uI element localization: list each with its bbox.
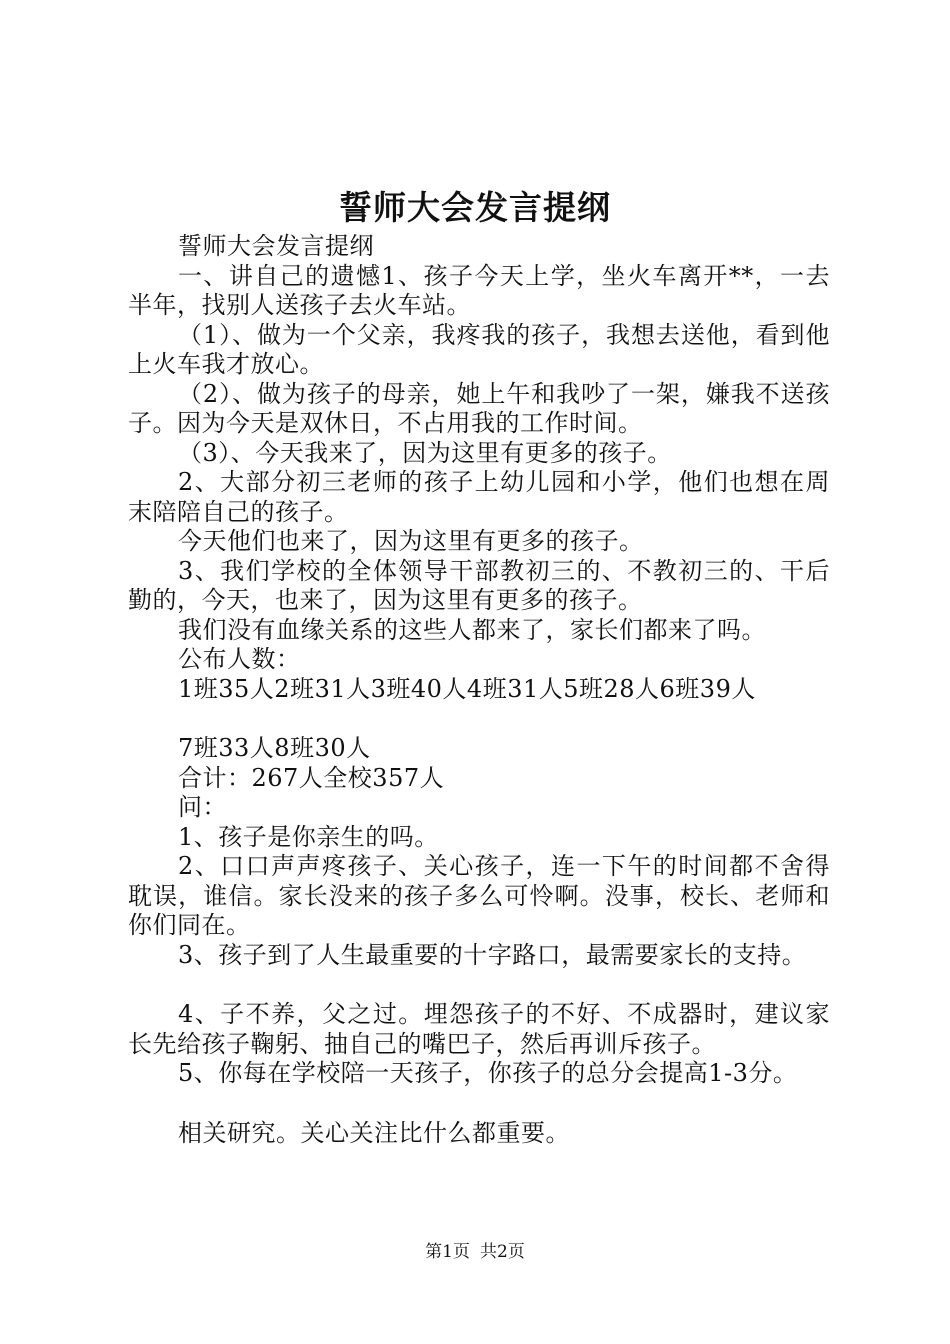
paragraph: 相关研究。关心关注比什么都重要。 bbox=[178, 1118, 570, 1147]
page-number-current: 第1页 bbox=[425, 1242, 470, 1262]
paragraph: （2）、做为孩子的母亲，她上午和我吵了一架，嫌我不送孩子。因为今天是双休日，不占用我的工作时间。 bbox=[128, 379, 830, 437]
spacer bbox=[128, 1089, 830, 1119]
total-line: 合计：267人全校357人 bbox=[178, 763, 445, 792]
paragraph: 我们没有血缘关系的这些人都来了，家长们都来了吗。 bbox=[178, 615, 766, 644]
paragraph: 2、口口声声疼孩子、关心孩子，连一下午的时间都不舍得耽误，谁信。家长没来的孩子多么可怜啊。没事，校长、老师和你们同在。 bbox=[128, 852, 830, 939]
paragraph-heading: 誓师大会发言提纲 bbox=[178, 232, 374, 260]
paragraph: 5、你每在学校陪一天孩子，你孩子的总分会提高1-3分。 bbox=[178, 1059, 798, 1087]
document-title: 誓师大会发言提纲 bbox=[339, 188, 611, 227]
paragraph: 2、大部分初三老师的孩子上幼儿园和小学，他们也想在周末陪陪自己的孩子。 bbox=[128, 468, 830, 526]
document-body bbox=[128, 232, 830, 1148]
page-number-total: 共2页 bbox=[480, 1242, 525, 1262]
page-footer bbox=[0, 1240, 950, 1264]
paragraph: 3、孩子到了人生最重要的十字路口，最需要家长的支持。 bbox=[178, 940, 807, 969]
paragraph: 公布人数： bbox=[178, 645, 301, 673]
paragraph: 问： bbox=[178, 793, 227, 821]
paragraph: （1）、做为一个父亲，我疼我的孩子，我想去送他，看到他上火车我才放心。 bbox=[128, 320, 830, 378]
paragraph: 4、子不养，父之过。埋怨孩子的不好、不成器时，建议家长先给孩子鞠躬、抽自己的嘴巴子，然后再训斥孩子。 bbox=[128, 1000, 830, 1058]
spacer bbox=[128, 970, 830, 1000]
class-counts-line: 7班33人8班30人 bbox=[178, 734, 371, 762]
paragraph: 3、我们学校的全体领导干部教初三的、不教初三的、干后勤的，今天，也来了，因为这里有更多的孩子。 bbox=[128, 556, 830, 614]
paragraph: 今天他们也来了，因为这里有更多的孩子。 bbox=[178, 527, 644, 555]
class-counts-line: 1班35人2班31人3班40人4班31人5班28人6班39人 bbox=[178, 674, 756, 703]
paragraph: 1、孩子是你亲生的吗。 bbox=[178, 822, 439, 851]
paragraph: （3）、今天我来了，因为这里有更多的孩子。 bbox=[178, 438, 672, 467]
spacer bbox=[128, 704, 830, 734]
paragraph: 一、讲自己的遗憾1、孩子今天上学，坐火车离开**，一去半年，找别人送孩子去火车站。 bbox=[128, 261, 830, 319]
